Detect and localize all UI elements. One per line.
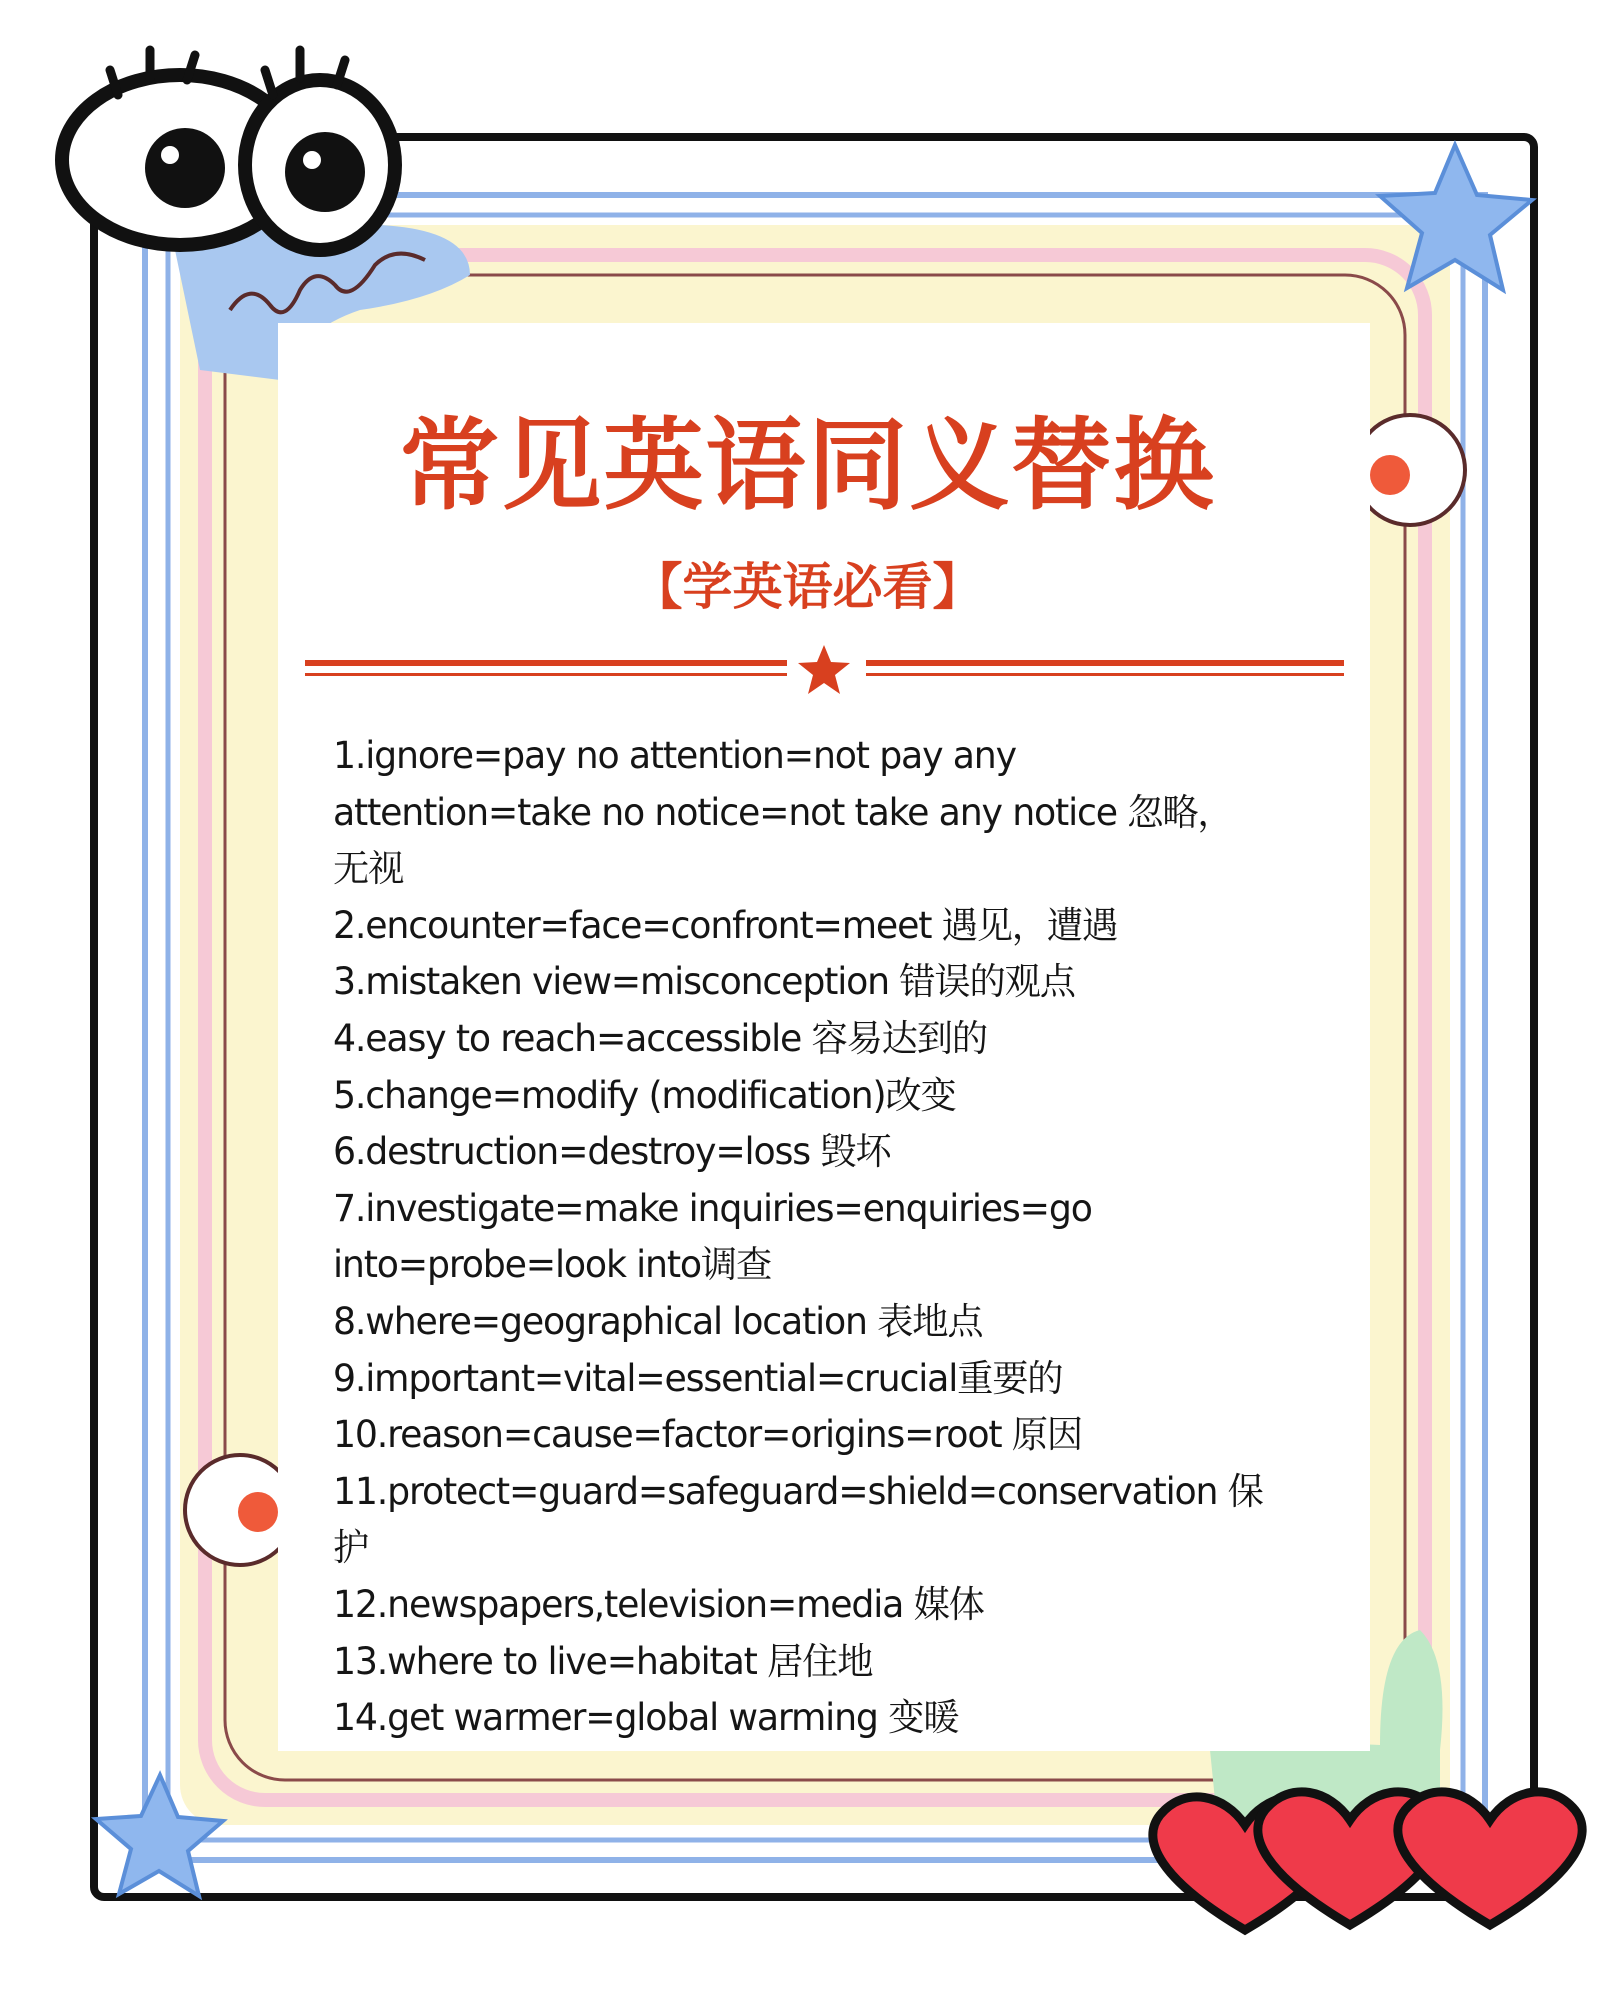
- star-icon: [798, 645, 850, 694]
- list-line: 2.encounter=face=confront=meet 遇见，遭遇: [333, 903, 1118, 947]
- list-line: 14.get warmer=global warming 变暖: [333, 1696, 959, 1740]
- list-line: 无视: [333, 847, 404, 891]
- list-line: 7.investigate=make inquiries=enquiries=go: [333, 1186, 1092, 1230]
- hearts-icon: [1153, 1792, 1582, 1930]
- list-line: 4.easy to reach=accessible 容易达到的: [333, 1016, 987, 1060]
- list-line: attention=take no notice=not take any notice 忽略，: [333, 790, 1233, 834]
- page-title: 常见英语同义替换: [399, 406, 1216, 524]
- list-line: into=probe=look into调查: [333, 1243, 772, 1287]
- list-line: 3.mistaken view=misconception 错误的观点: [333, 960, 1075, 1004]
- divider-line-right-thin: [866, 673, 1344, 676]
- title-divider: [0, 0, 1615, 720]
- list-line: 13.where to live=habitat 居住地: [333, 1639, 873, 1683]
- list-line: 1.ignore=pay no attention=not pay any: [333, 734, 1016, 777]
- divider-line-right: [866, 660, 1344, 666]
- list-line: 护: [333, 1526, 369, 1570]
- divider-line-left: [305, 660, 787, 666]
- page-subtitle: 【学英语必看】: [632, 557, 983, 616]
- list-line: 10.reason=cause=factor=origins=root 原因: [333, 1413, 1082, 1457]
- list-line: 5.change=modify (modification)改变: [333, 1073, 956, 1117]
- list-line: 12.newspapers,television=media 媒体: [333, 1582, 984, 1626]
- list-line: 9.important=vital=essential=crucial重要的: [333, 1356, 1063, 1400]
- synonym-list: [333, 728, 1353, 1747]
- divider-line-left-thin: [305, 673, 787, 676]
- list-line: 6.destruction=destroy=loss 毁坏: [333, 1130, 891, 1174]
- list-line: 11.protect=guard=safeguard=shield=conservation 保: [333, 1469, 1263, 1513]
- list-line: 8.where=geographical location 表地点: [333, 1299, 983, 1343]
